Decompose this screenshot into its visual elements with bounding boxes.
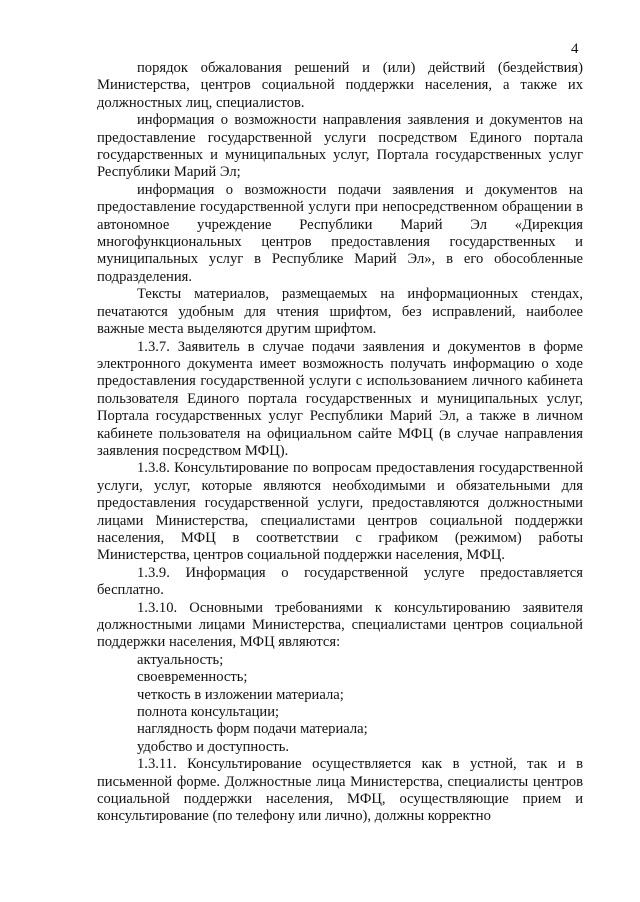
paragraph-online-submission-info: информация о возможности направления заявления и документов на предоставление государственной услуги посредством Единого портала государственных и муниципальных услуг, Портала государственных услуг Республики Марий Эл; bbox=[97, 112, 583, 181]
paragraph-1-3-9: 1.3.9. Информация о государственной услуге предоставляется бесплатно. bbox=[97, 564, 583, 599]
list-item-clarity: четкость в изложении материала; bbox=[137, 686, 344, 703]
paragraph-1-3-10: 1.3.10. Основными требованиями к консультированию заявителя должностными лицами Министерства, специалистами центров социальной поддержки населения, МФЦ являются: bbox=[97, 599, 583, 651]
document-body bbox=[97, 60, 583, 826]
page-number: 4 bbox=[571, 41, 579, 57]
list-item-timeliness: своевременность; bbox=[137, 669, 248, 686]
paragraph-1-3-7: 1.3.7. Заявитель в случае подачи заявления и документов в форме электронного документа имеет возможность получать информацию о ходе предоставления государственной услуги с использованием личного кабинета пользователя Единого портала государственных и муниципальных услуг, Портала государственных услуг Республики Марий Эл, а также в личном кабинете пользователя на официальном сайте МФЦ (в случае направления заявления посредством МФЦ). bbox=[97, 338, 583, 459]
paragraph-stand-materials: Тексты материалов, размещаемых на информационных стендах, печатаются удобным для чтения шрифтом, без исправлений, наиболее важные места выделяются другим шрифтом. bbox=[97, 286, 583, 338]
paragraph-appeal-procedure: порядок обжалования решений и (или) действий (бездействия) Министерства, центров социальной поддержки населения, а также их должностных лиц, специалистов. bbox=[97, 60, 583, 111]
paragraph-1-3-8: 1.3.8. Консультирование по вопросам предоставления государственной услуги, услуг, которые являются необходимыми и обязательными для предоставления государственной услуги, предоставляются должностными лицами Министерства, специалистами центров социальной поддержки населения, МФЦ в соответствии с графиком (режимом) работы Министерства, центров социальной поддержки населения, МФЦ. bbox=[97, 460, 583, 564]
list-item-visual-forms: наглядность форм подачи материала; bbox=[137, 721, 368, 738]
list-item-relevance: актуальность; bbox=[137, 651, 224, 668]
list-item-convenience: удобство и доступность. bbox=[137, 738, 290, 755]
list-item-completeness: полнота консультации; bbox=[137, 704, 280, 721]
paragraph-mfc-submission-info: информация о возможности подачи заявления и документов на предоставление государственной услуги при непосредственном обращении в автономное учреждение Республики Марий Эл «Дирекция многофункциональных центров предоставления государственных и муниципальных услуг в Республике Марий Эл», в его обособленные подразделения. bbox=[97, 181, 583, 285]
paragraph-1-3-11: 1.3.11. Консультирование осуществляется как в устной, так и в письменной форме. Должностные лица Министерства, специалисты центров социальной поддержки населения, МФЦ, осуществляющие прием и консультирование (по телефону или лично), должны корректно bbox=[97, 756, 583, 825]
